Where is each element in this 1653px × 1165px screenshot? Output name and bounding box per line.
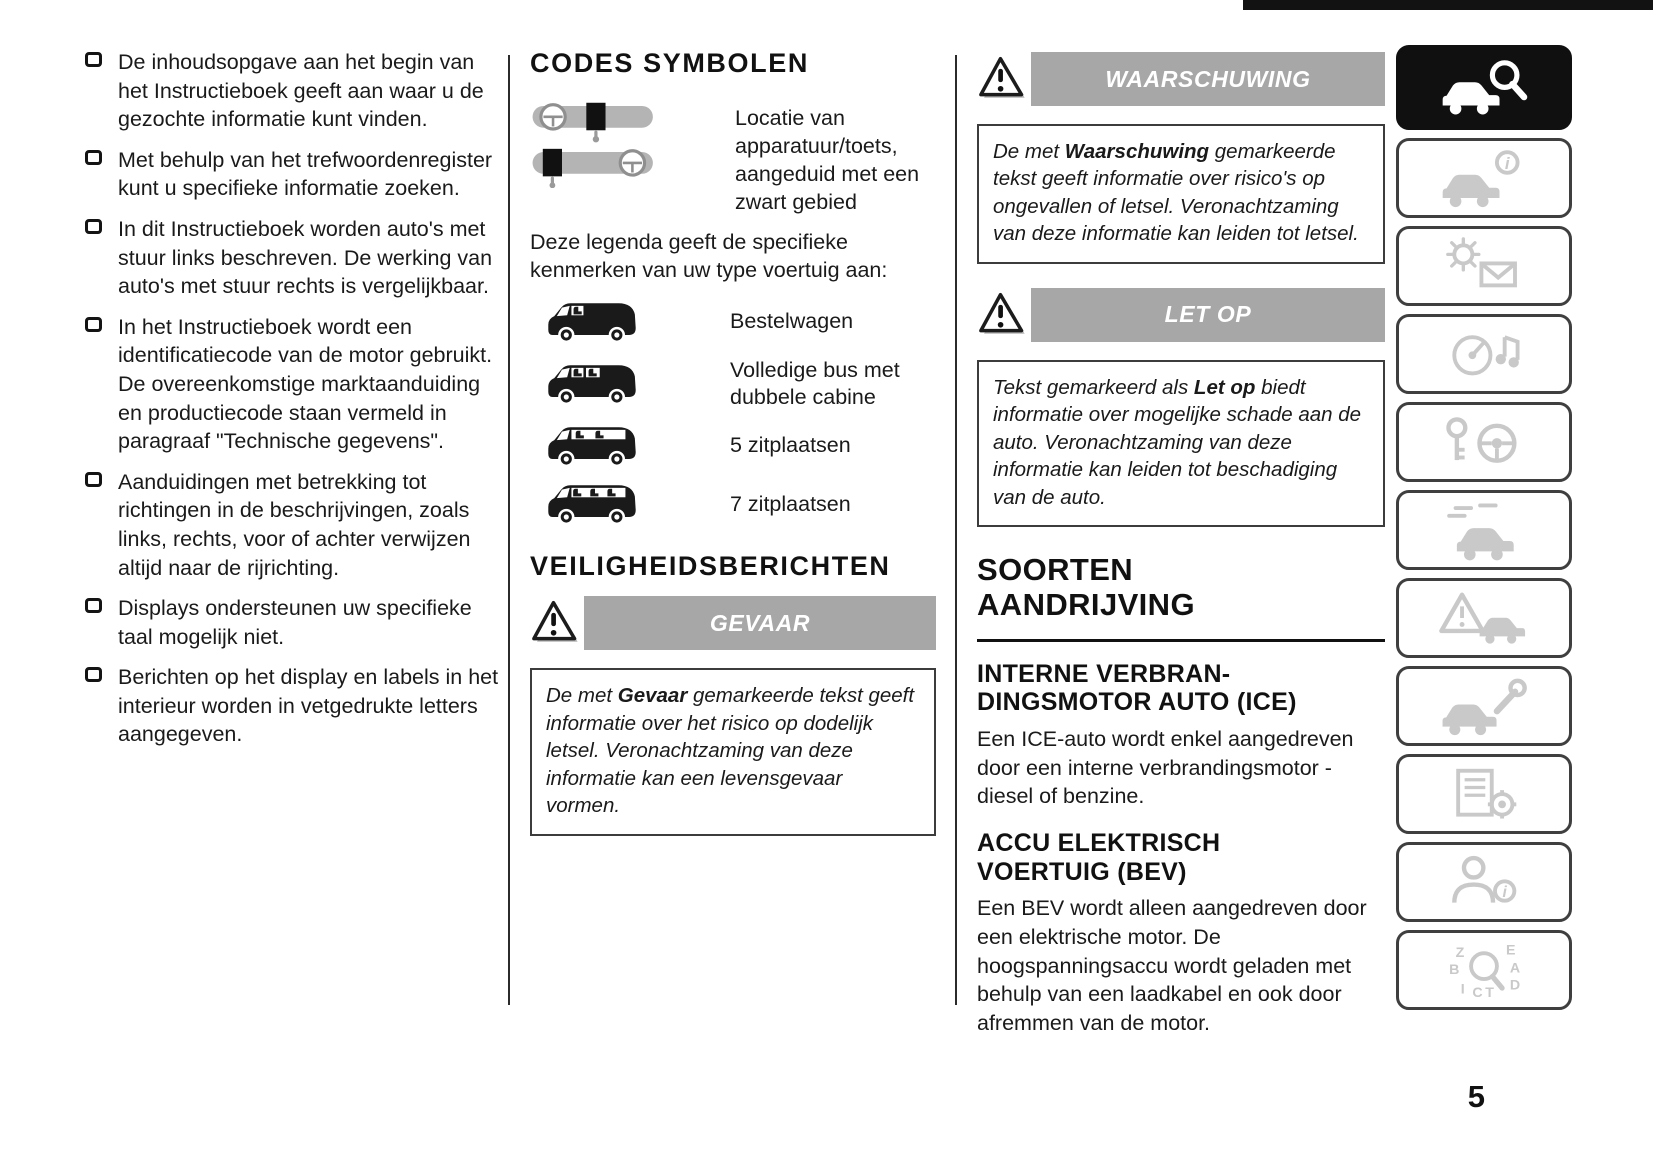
warning-triangle-icon [977,56,1031,102]
bullet-text: Met behulp van het trefwoordenregister kunt u specifieke informatie zoeken. [118,147,493,201]
caution-text-post: biedt informatie over mogelijke schade aan de auto. Veronachtzaming van deze informatie kan leiden tot beschadiging van de auto. [993,375,1362,509]
list-item [85,594,499,651]
section-heading-safety: VEILIGHEIDSBERICHTEN [530,551,891,582]
legend-intro: Deze legenda geeft de specifieke kenmerken van uw type voertuig aan: [530,229,888,282]
sidebar-tab-assistance[interactable] [1396,842,1572,922]
list-item [85,313,499,456]
danger-note-box [530,668,936,835]
caution-text-pre: Tekst gemarkeerd als [993,375,1194,399]
codes-symbols-column [530,48,936,836]
list-item [85,468,499,582]
vehicle-figure [530,361,730,407]
warning-text-pre: De met [993,140,1065,163]
driving-icon [1432,499,1536,561]
maintenance-icon [1432,675,1536,737]
list-item [85,663,499,749]
square-bullet-icon [85,667,102,682]
vehicle-label: Bestelwagen [730,309,854,334]
section-heading-drivetrain [977,553,1385,641]
crew-cab-van-icon [544,361,640,407]
square-bullet-icon [85,219,102,234]
svg-text:i: i [1504,153,1510,173]
sidebar-tab-vehicle-info[interactable] [1396,138,1572,218]
svg-text:i: i [1502,883,1507,901]
codes-symbol-row [530,93,936,217]
svg-text:Z: Z [1455,945,1465,962]
bullet-text: De inhoudsopgave aan het begin van het Instructieboek geeft aan waar u de gezochte informatie kunt vinden. [118,50,484,132]
ice-paragraph: Een ICE-auto wordt enkel aangedreven door een interne verbrandingsmotor - diesel of benzine. [977,727,1354,809]
square-bullet-icon [85,317,102,332]
danger-banner: GEVAAR [584,596,936,650]
column-divider [955,55,957,1005]
sidebar-tab-warning-lights[interactable] [1396,226,1572,306]
sidebar-tab-technical-data[interactable] [1396,754,1572,834]
sidebar-tab-index[interactable] [1396,930,1572,1010]
sidebar-tab-starting-driving[interactable] [1396,402,1572,482]
vehicle-label: 5 zitplaatsen [730,433,851,458]
symbol-figure [530,93,735,217]
sidebar-tab-maintenance[interactable] [1396,666,1572,746]
square-bullet-icon [85,52,102,67]
technical-data-icon [1432,763,1536,825]
list-item [85,215,499,301]
column-divider [508,55,510,1005]
intro-bullet-list [85,48,499,749]
vehicle-row [530,299,936,345]
infotainment-icon [1432,323,1536,385]
bullet-text: In dit Instructieboek worden auto's met stuur links beschreven. De werking van auto's met stuur rechts is vergelijkbaar. [118,216,493,299]
chapter-sidebar [1396,45,1572,1018]
bullet-text: Berichten op het display en labels in het interieur worden in vetgedrukte letters aangegeven. [118,665,499,747]
panel-van-icon [544,299,640,345]
svg-text:I: I [1460,981,1465,998]
warning-note-box [977,124,1385,264]
list-item [85,146,499,203]
ice-heading: INTERNE VERBRAN-DINGSMOTOR AUTO (ICE) [977,659,1297,717]
section-heading-codes: CODES SYMBOLEN [530,48,809,78]
svg-text:C: C [1472,985,1483,1001]
square-bullet-icon [85,472,102,487]
vehicle-figure [530,423,730,469]
van-5-seats-icon [544,423,640,469]
intro-notes-column [85,48,499,761]
svg-text:E: E [1505,942,1516,959]
bullet-text: In het Instructieboek wordt een identificatiecode van de motor gebruikt. De overeenkomstige marktaanduiding en productiecode staan vermeld in paragraaf "Technische gegevens". [118,314,493,454]
svg-text:D: D [1509,977,1521,994]
sidebar-tab-introduction[interactable] [1396,45,1572,130]
square-bullet-icon [85,150,102,165]
emergency-icon [1432,587,1536,649]
bev-heading: ACCU ELEKTRISCH VOERTUIG (BEV) [977,828,1221,886]
danger-text-post: gemarkeerde tekst geeft informatie over het risico op dodelijk letsel. Veronachtzaming van deze informatie kan een levensgevaar vormen. [546,684,915,818]
list-item [85,48,499,134]
square-bullet-icon [85,598,102,613]
sidebar-tab-driving[interactable] [1396,490,1572,570]
vehicle-row [530,357,936,411]
sidebar-tab-infotainment[interactable] [1396,314,1572,394]
car-search-icon [1432,57,1536,119]
danger-keyword: Gevaar [617,684,688,708]
bullet-text: Displays ondersteunen uw specifieke taal mogelijk niet. [118,596,472,649]
warning-triangle-icon [977,292,1031,338]
warning-text-post: gemarkeerde tekst geeft informatie over risico's op ongevallen of letsel. Veronachtzaming van deze informatie kan leiden tot letsel. [993,140,1359,246]
vehicle-figure [530,481,730,527]
caution-keyword: Let op [1193,375,1256,399]
warning-keyword: Waarschuwing [1064,140,1210,163]
alphabetical-index-icon [1432,939,1536,1001]
vehicle-figure [530,299,730,345]
warning-banner-row [977,52,1385,106]
danger-text-pre: De met [546,684,618,708]
codes-caption: Locatie van apparatuur/toets, aangeduid met een zwart gebied [735,106,920,214]
svg-text:T: T [1485,985,1494,1001]
key-steering-icon [1432,411,1536,473]
drivetrain-heading-text: SOORTEN AANDRIJVING [977,552,1195,622]
warning-banner: WAARSCHUWING [1031,52,1385,106]
vehicle-row [530,481,936,527]
vehicle-row [530,423,936,469]
sidebar-tab-emergency[interactable] [1396,578,1572,658]
warning-triangle-icon [530,600,584,646]
chapter-top-bar [1243,0,1653,10]
page-number: 5 [1467,1079,1485,1114]
warnings-drivetrain-column [977,48,1385,1037]
steering-wheel-location-icon [530,97,658,188]
danger-banner-row [530,596,936,650]
vehicle-label: Volledige bus met dubbele cabine [730,357,900,409]
van-7-seats-icon [544,481,640,527]
vehicle-label: 7 zitplaatsen [730,491,851,516]
car-info-icon [1432,147,1536,209]
caution-note-box [977,360,1385,527]
bullet-text: Aanduidingen met betrekking tot richtingen in de beschrijvingen, zoals links, rechts, voor of achter verwijzen altijd naar de rijrichting. [118,469,471,580]
warning-lights-icon [1432,235,1536,297]
caution-banner: LET OP [1031,288,1385,342]
caution-banner-row [977,288,1385,342]
svg-text:B: B [1449,961,1460,978]
assistance-icon [1432,851,1536,913]
svg-text:A: A [1509,960,1521,977]
bev-paragraph: Een BEV wordt alleen aangedreven door een elektrische motor. De hoogspanningsaccu wordt geladen met behulp van een laadkabel en ook door afremmen van de motor. [977,896,1367,1035]
